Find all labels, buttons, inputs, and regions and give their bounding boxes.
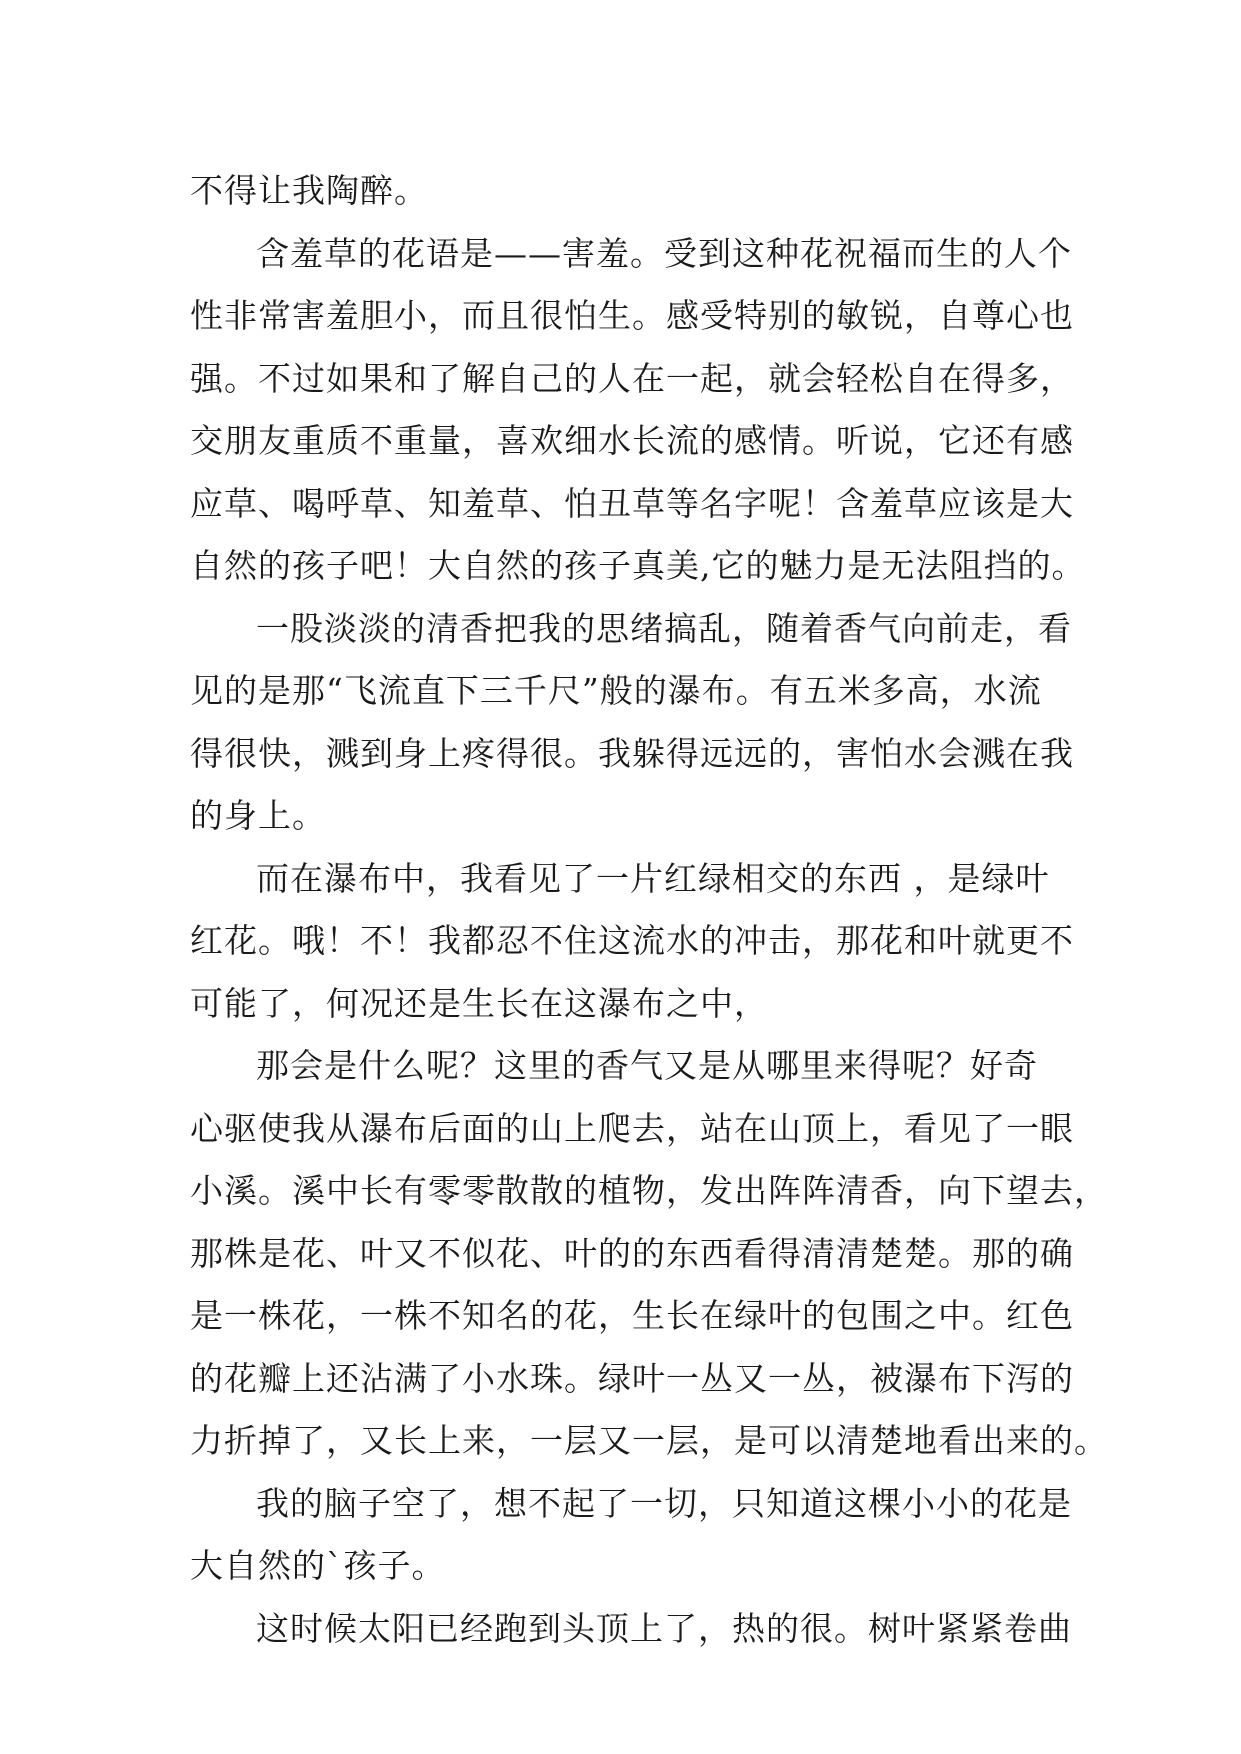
text-line: 红花。哦！不！我都忍不住这流水的冲击，那花和叶就更不 xyxy=(190,921,1074,960)
paragraph xyxy=(190,1598,1070,1661)
paragraph xyxy=(190,1473,1070,1598)
text-line: 心驱使我从瀑布后面的山上爬去，站在山顶上，看见了一眼 xyxy=(190,1108,1074,1148)
text-line: 的身上。 xyxy=(190,796,326,835)
text-line: 应草、喝呼草、知羞草、怕丑草等名字呢！含羞草应该是大 xyxy=(190,483,1074,523)
text-line: 那株是花、叶又不似花、叶的的东西看得清清楚楚。那的确 xyxy=(190,1233,1074,1273)
text-line: 一股淡淡的清香把我的思绪搞乱，随着香气向前走，看 xyxy=(256,608,1072,648)
text-line: 的花瓣上还沾满了小水珠。绿叶一丛又一丛，被瀑布下泻的 xyxy=(190,1358,1074,1398)
text-line: 交朋友重质不重量，喜欢细水长流的感情。听说，它还有感 xyxy=(190,421,1074,460)
paragraph xyxy=(190,598,1074,848)
text-line: 那会是什么呢？这里的香气又是从哪里来得呢？好奇 xyxy=(256,1046,1038,1085)
text-line: 得很快，溅到身上疼得很。我躲得远远的，害怕水会溅在我 xyxy=(190,733,1074,773)
text-line: 强。不过如果和了解自己的人在一起，就会轻松自在得多， xyxy=(190,358,1074,398)
text-line: 大自然的`孩子。 xyxy=(190,1546,446,1585)
paragraph xyxy=(190,848,1074,1036)
paragraph xyxy=(190,223,1086,598)
text-line: 是一株花，一株不知名的花，生长在绿叶的包围之中。红色 xyxy=(190,1296,1074,1335)
text-line: 我的脑子空了，想不起了一切，只知道这棵小小的花是 xyxy=(256,1483,1072,1523)
text-line: 力折掉了，又长上来，一层又一层，是可以清楚地看出来的。 xyxy=(190,1421,1108,1460)
text-line: 性非常害羞胆小，而且很怕生。感受特别的敏锐，自尊心也 xyxy=(190,296,1074,335)
text-line: 不得让我陶醉。 xyxy=(190,171,428,210)
text-line: 而在瀑布中，我看见了一片红绿相交的东西 ，是绿叶 xyxy=(256,858,1050,898)
document-body xyxy=(190,160,1108,1660)
paragraph xyxy=(190,160,1070,223)
text-line: 可能了，何况还是生长在这瀑布之中， xyxy=(190,983,768,1023)
text-line: 自然的孩子吧！大自然的孩子真美,它的魅力是无法阻挡的。 xyxy=(190,546,1086,585)
text-line: 含羞草的花语是——害羞。受到这种花祝福而生的人个 xyxy=(256,233,1072,273)
paragraph xyxy=(190,1035,1108,1473)
text-line: 见的是那“飞流直下三千尺”般的瀑布。有五米多高，水流 xyxy=(190,671,1042,710)
text-line: 小溪。溪中长有零零散散的植物，发出阵阵清香，向下望去， xyxy=(190,1171,1108,1210)
text-line: 这时候太阳已经跑到头顶上了，热的很。树叶紧紧卷曲 xyxy=(256,1608,1072,1648)
